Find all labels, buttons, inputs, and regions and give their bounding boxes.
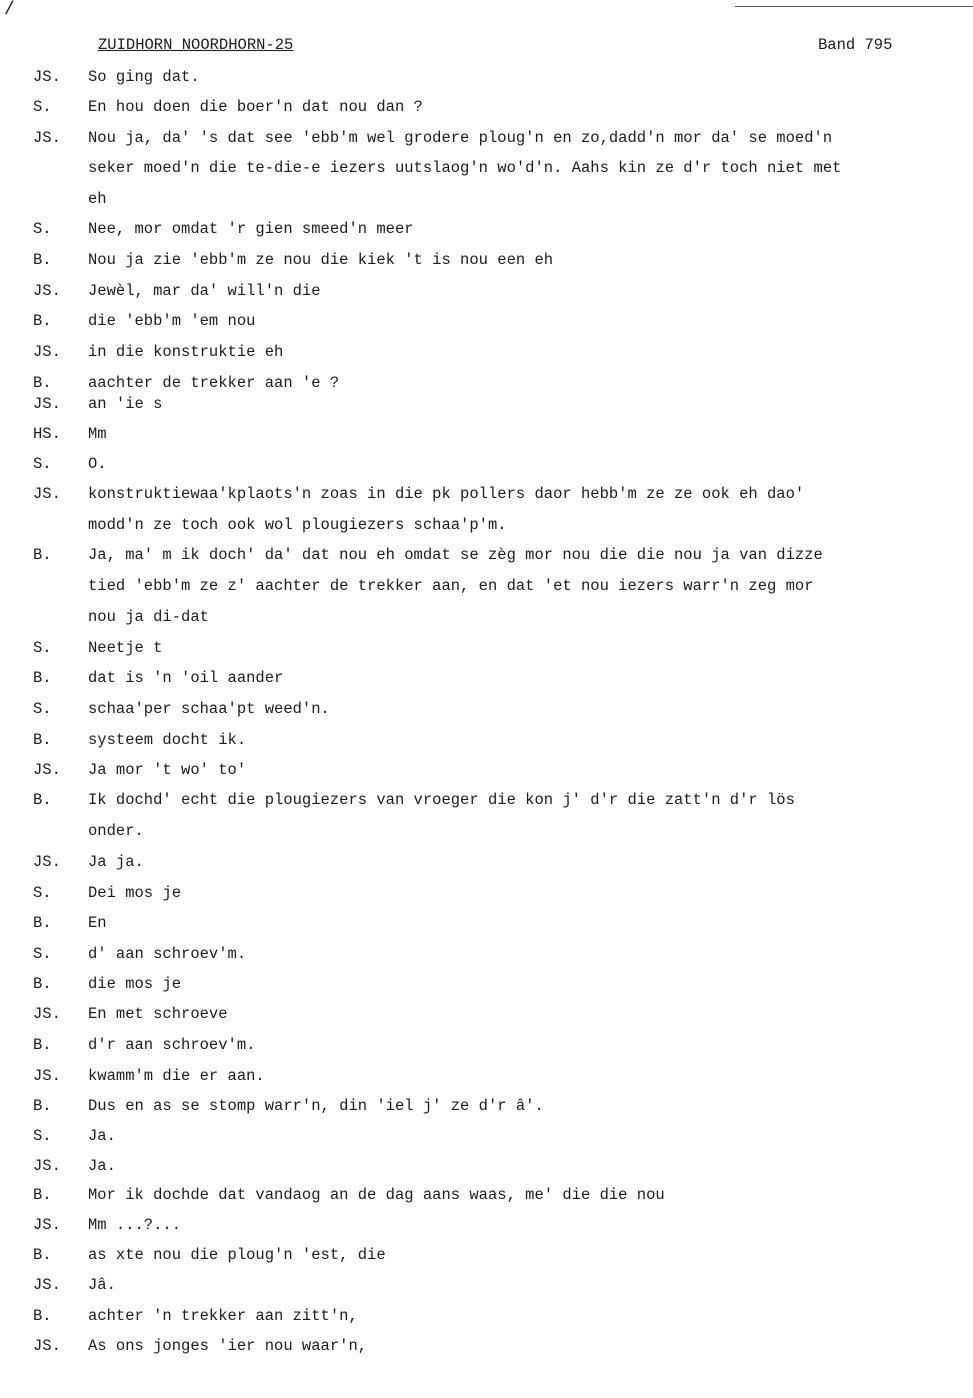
transcript-line — [0, 425, 973, 447]
utterance-text: as xte nou die ploug'n 'est, die — [88, 1246, 386, 1264]
transcript-line — [0, 485, 973, 507]
transcript-line — [0, 516, 973, 538]
speaker-label: JS. — [33, 68, 61, 86]
transcript-line — [0, 639, 973, 661]
speaker-label: HS. — [33, 425, 61, 443]
speaker-label: S. — [33, 1127, 52, 1145]
transcript-line — [0, 669, 973, 691]
speaker-label: JS. — [33, 761, 61, 779]
transcript-line — [0, 374, 973, 396]
utterance-text: onder. — [88, 822, 144, 840]
utterance-text: systeem docht ik. — [88, 731, 247, 749]
transcript-line — [0, 251, 973, 273]
transcript-line — [0, 731, 973, 753]
utterance-text: Nee, mor omdat 'r gien smeed'n meer — [88, 220, 414, 238]
utterance-text: d'r aan schroev'm. — [88, 1036, 256, 1054]
utterance-text: Nou ja zie 'ebb'm ze nou die kiek 't is nou een eh — [88, 251, 554, 269]
speaker-label: JS. — [33, 1067, 61, 1085]
utterance-text: nou ja di-dat — [88, 608, 209, 626]
utterance-text: Mm ...?... — [88, 1216, 182, 1234]
utterance-text: So ging dat. — [88, 68, 200, 86]
utterance-text: Neetje t — [88, 639, 163, 657]
speaker-label: JS. — [33, 485, 61, 503]
speaker-label: S. — [33, 884, 52, 902]
speaker-label: B. — [33, 374, 52, 392]
utterance-text: schaa'per schaa'pt weed'n. — [88, 700, 330, 718]
utterance-text: d' aan schroev'm. — [88, 945, 247, 963]
transcript-line — [0, 98, 973, 120]
utterance-text: eh — [88, 190, 107, 208]
speaker-label: B. — [33, 546, 52, 564]
speaker-label: JS. — [33, 1276, 61, 1294]
utterance-text: As ons jonges 'ier nou waar'n, — [88, 1337, 368, 1355]
transcript-line — [0, 1276, 973, 1298]
speaker-label: JS. — [33, 129, 61, 147]
speaker-label: B. — [33, 1307, 52, 1325]
speaker-label: B. — [33, 1097, 52, 1115]
transcript-line — [0, 761, 973, 783]
speaker-label: S. — [33, 639, 52, 657]
utterance-text: Ja. — [88, 1157, 116, 1175]
speaker-label: S. — [33, 98, 52, 116]
transcript-line — [0, 608, 973, 630]
transcript-line — [0, 1067, 973, 1089]
utterance-text: Dus en as se stomp warr'n, din 'iel j' ze d'r â'. — [88, 1097, 544, 1115]
speaker-label: B. — [33, 791, 52, 809]
transcript-line — [0, 1005, 973, 1027]
utterance-text: Nou ja, da' 's dat see 'ebb'm wel grodere ploug'n en zo,dadd'n mor da' se moed'n — [88, 129, 833, 147]
speaker-label: B. — [33, 312, 52, 330]
transcript-line — [0, 1127, 973, 1149]
transcript-line — [0, 1186, 973, 1208]
utterance-text: Dei mos je — [88, 884, 182, 902]
utterance-text: Ik dochd' echt die plougiezers van vroeger die kon j' d'r die zatt'n d'r lös — [88, 791, 795, 809]
transcript-line — [0, 822, 973, 844]
utterance-text: Ja, ma' m ik doch' da' dat nou eh omdat se zèg mor nou die die nou ja van dizze — [88, 546, 823, 564]
transcript-line — [0, 282, 973, 304]
transcript-line — [0, 700, 973, 722]
transcript-line — [0, 1097, 973, 1119]
utterance-text: Ja ja. — [88, 853, 144, 871]
transcript-line — [0, 1337, 973, 1359]
speaker-label: S. — [33, 700, 52, 718]
header-band: Band 795 — [818, 36, 893, 54]
utterance-text: die mos je — [88, 975, 182, 993]
speaker-label: B. — [33, 731, 52, 749]
transcript-line — [0, 129, 973, 151]
speaker-label: B. — [33, 669, 52, 687]
utterance-text: aachter de trekker aan 'e ? — [88, 374, 340, 392]
transcript-line — [0, 945, 973, 967]
speaker-label: B. — [33, 251, 52, 269]
utterance-text: an 'ie s — [88, 395, 163, 413]
speaker-label: JS. — [33, 1157, 61, 1175]
speaker-label: S. — [33, 220, 52, 238]
transcript-line — [0, 343, 973, 365]
transcript-line — [0, 312, 973, 334]
speaker-label: JS. — [33, 395, 61, 413]
transcript-line — [0, 853, 973, 875]
speaker-label: JS. — [33, 1337, 61, 1355]
transcript-line — [0, 1036, 973, 1058]
speaker-label: B. — [33, 975, 52, 993]
transcript-line — [0, 914, 973, 936]
speaker-label: JS. — [33, 282, 61, 300]
transcript-line — [0, 159, 973, 181]
transcript-line — [0, 1307, 973, 1329]
utterance-text: Ja. — [88, 1127, 116, 1145]
transcript-line — [0, 791, 973, 813]
speaker-label: S. — [33, 945, 52, 963]
speaker-label: JS. — [33, 343, 61, 361]
utterance-text: Mor ik dochde dat vandaog an de dag aans waas, me' die die nou — [88, 1186, 665, 1204]
utterance-text: modd'n ze toch ook wol plougiezers schaa'p'm. — [88, 516, 507, 534]
utterance-text: O. — [88, 455, 107, 473]
utterance-text: kwamm'm die er aan. — [88, 1067, 265, 1085]
speaker-label: B. — [33, 1186, 52, 1204]
utterance-text: die 'ebb'm 'em nou — [88, 312, 256, 330]
speaker-label: S. — [33, 455, 52, 473]
speaker-label: JS. — [33, 853, 61, 871]
speaker-label: JS. — [33, 1216, 61, 1234]
transcript-line — [0, 220, 973, 242]
transcript-line — [0, 577, 973, 599]
header-title: ZUIDHORN NOORDHORN-25 — [98, 36, 294, 54]
top-rule — [735, 6, 973, 7]
speaker-label: JS. — [33, 1005, 61, 1023]
utterance-text: dat is 'n 'oil aander — [88, 669, 284, 687]
speaker-label: B. — [33, 914, 52, 932]
transcript-line — [0, 1157, 973, 1179]
utterance-text: Jewèl, mar da' will'n die — [88, 282, 321, 300]
transcript-line — [0, 546, 973, 568]
transcript-line — [0, 975, 973, 997]
transcript-line — [0, 455, 973, 477]
transcript-line — [0, 190, 973, 212]
transcript-line — [0, 1216, 973, 1238]
utterance-text: En — [88, 914, 107, 932]
utterance-text: achter 'n trekker aan zitt'n, — [88, 1307, 358, 1325]
corner-mark: / — [4, 0, 15, 20]
transcript-line — [0, 884, 973, 906]
speaker-label: B. — [33, 1036, 52, 1054]
transcript-line — [0, 1246, 973, 1268]
utterance-text: Ja mor 't wo' to' — [88, 761, 247, 779]
utterance-text: tied 'ebb'm ze z' aachter de trekker aan, en dat 'et nou iezers warr'n zeg mor — [88, 577, 814, 595]
utterance-text: Mm — [88, 425, 107, 443]
utterance-text: Jâ. — [88, 1276, 116, 1294]
utterance-text: En met schroeve — [88, 1005, 228, 1023]
utterance-text: En hou doen die boer'n dat nou dan ? — [88, 98, 423, 116]
utterance-text: seker moed'n die te-die-e iezers uutslaog'n wo'd'n. Aahs kin ze d'r toch niet met — [88, 159, 842, 177]
utterance-text: konstruktiewaa'kplaots'n zoas in die pk pollers daor hebb'm ze ze ook eh dao' — [88, 485, 805, 503]
utterance-text: in die konstruktie eh — [88, 343, 284, 361]
transcript-line — [0, 395, 973, 417]
speaker-label: B. — [33, 1246, 52, 1264]
transcript-line — [0, 68, 973, 90]
